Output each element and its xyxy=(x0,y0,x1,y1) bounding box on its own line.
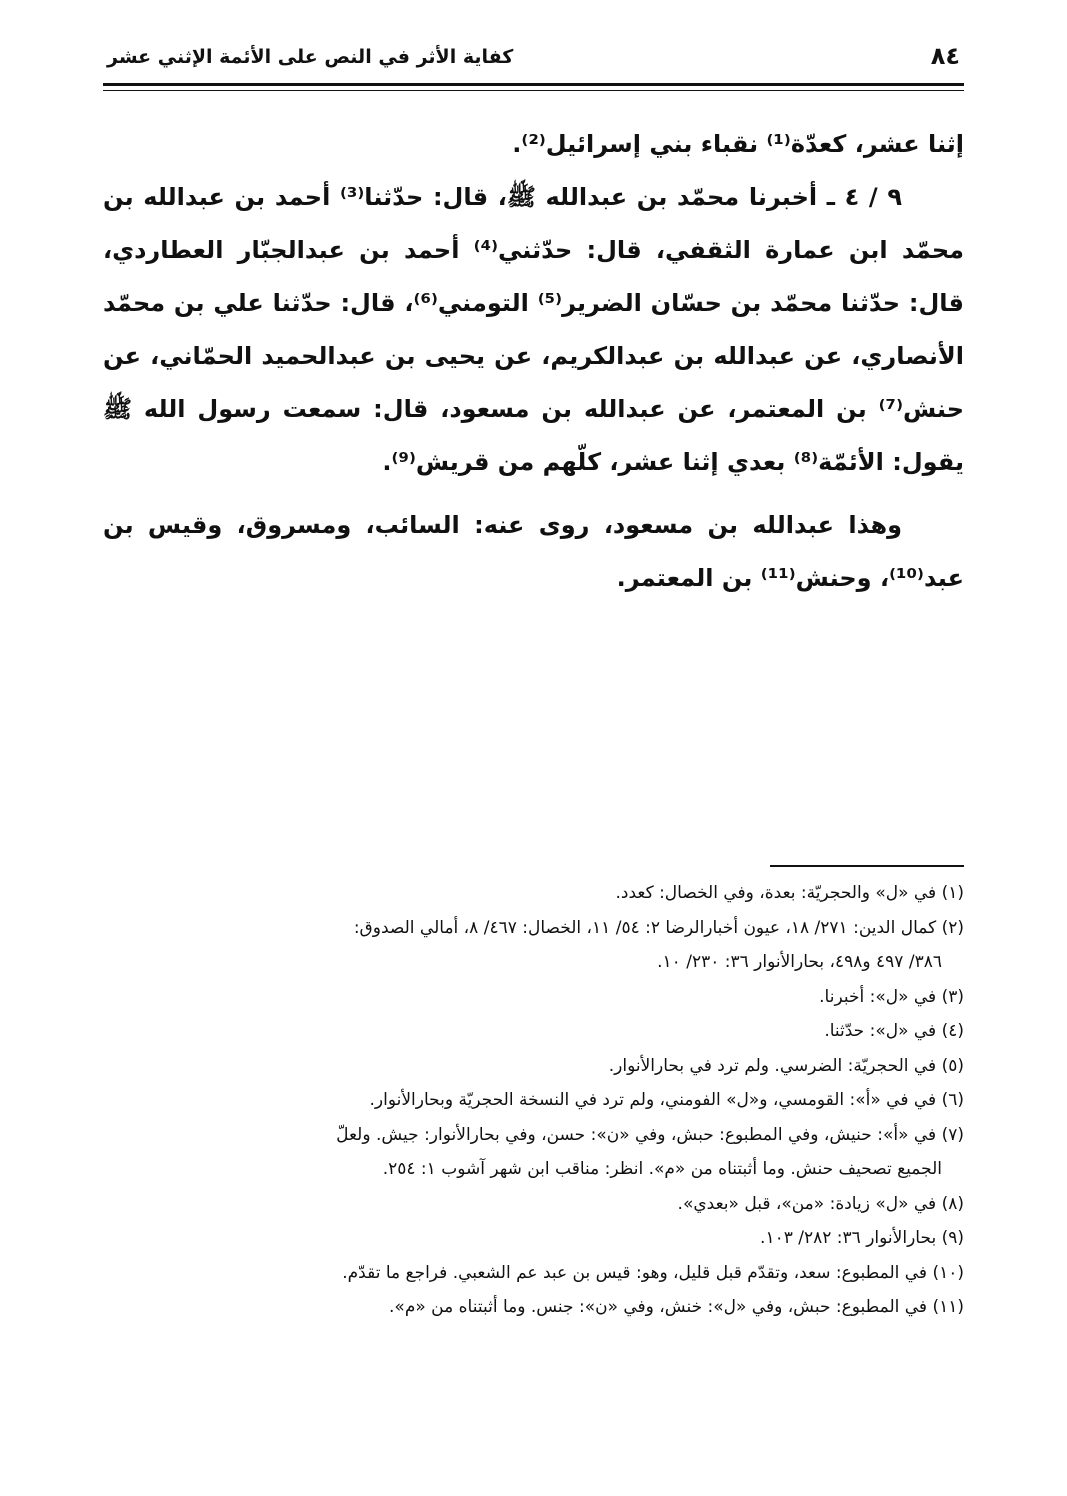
footnote: (٨) في «ل» زيادة: «من»، قبل «بعدي». xyxy=(677,1193,964,1214)
footnote: (٢) كمال الدين: ٢٧١/ ١٨، عيون أخبارالرضا ٢: ٥٤/ ١١، الخصال: ٤٦٧/ ٨، أمالي الصدوق: xyxy=(353,917,964,938)
footnote: (٧) في «أ»: حنيش، وفي المطبوع: حبش، وفي «ن»: حسن، وفي بحارالأنوار: جيش. ولعلّ xyxy=(336,1124,964,1145)
footnote-rule xyxy=(770,865,964,867)
footnote: (٣) في «ل»: أخبرنا. xyxy=(819,986,964,1007)
paragraph: وهذا عبدالله بن مسعود، روى عنه: السائب، ومسروق، وقيس بن عبد⁽¹⁰⁾، وحنش⁽¹¹⁾ بن المعتمر. xyxy=(103,511,964,592)
footnote: (١١) في المطبوع: حبش، وفي «ل»: خنش، وفي «ن»: جنس. وما أثبتناه من «م». xyxy=(389,1297,964,1317)
page-number: ٨٤ xyxy=(930,42,960,70)
footnote: (١) في «ل» والحجريّة: بعدة، وفي الخصال: كعدد. xyxy=(615,883,964,903)
footnote: (٤) في «ل»: حدّثنا. xyxy=(824,1021,964,1041)
page-header xyxy=(103,38,964,82)
paragraph: ٩ / ٤ ـ أخبرنا محمّد بن عبدالله ﷺ، قال: حدّثنا⁽³⁾ أحمد بن عبدالله بن محمّد ابن عمارة الثقفي، قال: حدّثني⁽⁴⁾ أحمد بن عبدالجبّار العطاردي، قال: حدّثنا محمّد بن حسّان الضرير⁽⁵⁾ التومني⁽⁶⁾، قال: حدّثنا علي بن محمّد الأنصاري، عن عبدالله بن عبدالكريم، عن يحيى بن عبدالحميد الحمّاني، عن حنش⁽⁷⁾ بن المعتمر، عن عبدالله بن مسعود، قال: سمعت رسول الله ﷺ يقول: الأئمّة⁽⁸⁾ بعدي إثنا عشر، كلّهم من قريش⁽⁹⁾. xyxy=(103,183,965,476)
header-rule xyxy=(103,83,964,86)
header-rule-thin xyxy=(103,90,964,91)
footnote: (٥) في الحجريّة: الضرسي. ولم ترد في بحارالأنوار. xyxy=(608,1055,964,1076)
main-text xyxy=(103,118,964,605)
footnote: (٩) بحارالأنوار ٣٦: ٢٨٢/ ١٠٣. xyxy=(760,1228,964,1248)
footnote-continuation: ٣٨٦/ ٤٩٧ و٤٩٨، بحارالأنوار ٣٦: ٢٣٠/ ١٠. xyxy=(657,952,942,972)
footnotes xyxy=(103,876,964,1325)
footnote: (٦) في في «أ»: القومسي، و«ل» الفومني، ولم ترد في النسخة الحجريّة وبحارالأنوار. xyxy=(369,1090,964,1110)
running-title: كفاية الأثر في النص على الأئمة الإثني عشر xyxy=(107,46,514,68)
footnote: (١٠) في المطبوع: سعد، وتقدّم قبل قليل، وهو: قيس بن عبد عم الشعبي. فراجع ما تقدّم. xyxy=(342,1262,964,1283)
paragraph: إثنا عشر، كعدّة⁽¹⁾ نقباء بني إسرائيل⁽²⁾. xyxy=(512,130,964,158)
footnote-continuation: الجميع تصحيف حنش. وما أثبتناه من «م». انظر: مناقب ابن شهر آشوب ١: ٢٥٤. xyxy=(382,1159,942,1179)
